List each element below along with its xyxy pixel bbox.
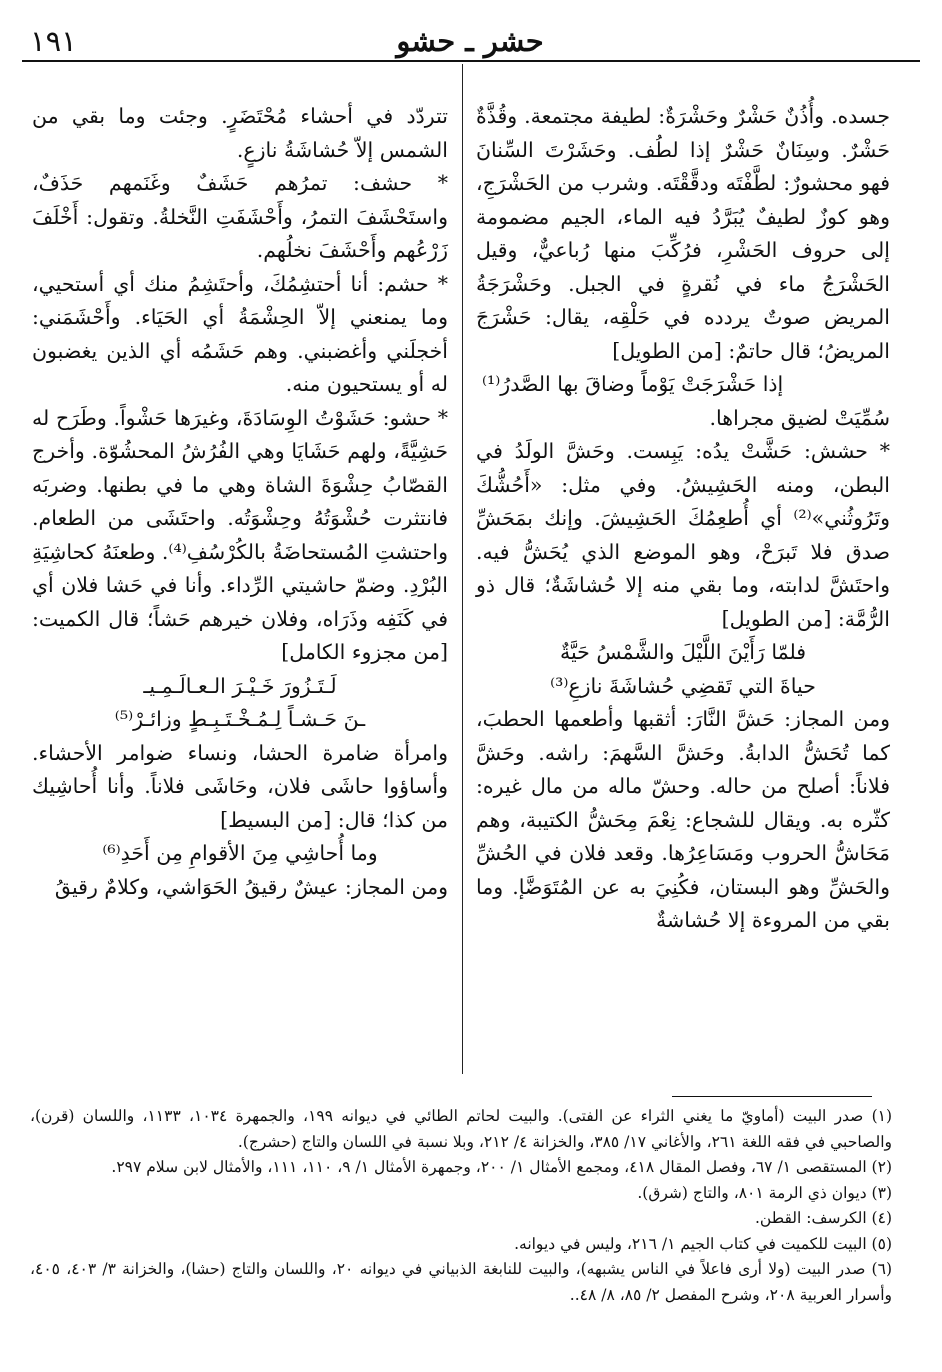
verse-kumayt-1: لَـتَـزُورَ خَـيْـرَ الـعـالَـمِـيـ (143, 673, 337, 698)
left-column (32, 100, 448, 904)
header-rule (22, 60, 920, 62)
footnote-2: (٢) المستقصى ١/ ٦٧، وفصل المقال ٤١٨، ومجمع الأمثال ١/ ٢٠٠، وجمهرة الأمثال ١/ ٩، ١١٠، ١١١، والأمثال لابن سلام ٢٩٧. (111, 1158, 892, 1176)
page-title: حشر ـ حشو (396, 24, 544, 58)
footnote-3: (٣) ديوان ذي الرمة ٨٠١، والتاج (شرق). (637, 1183, 892, 1202)
entry-hasham: * حشم: أنا أحتشِمُكَ، وأحتَشِمُ منك أي أستحيي، وما يمنعني إلاّ الحِشْمَةُ أي الحَيَاء. وأَحْشَمَني: أخجلَني وأغضبني. وهم حَشَمُه أي الذين يغضبون له أو يستحيون منه. (32, 271, 448, 396)
verse-kumayt-2: ـنَ حَـشـاً لِـمُـخْـتَـبِـطٍ وزائـرْ⁽⁵⁾ (114, 707, 366, 731)
page-number: ١٩١ (30, 24, 77, 58)
verse-hatim: إذا حَشْرَجَتْ يَوْماً وضاقَ بها الصَّدرُ⁽¹⁾ (482, 372, 784, 396)
entry-hashaf: * حشف: تمرُهم حَشَفٌ وغَنَمهم حَذَفٌ، واستَحْشَفَ التمرُ، وأَحْشَفَتِ النَّخلةُ. وتقول: أَخْلَفَ زَرْعُهم وأَحْشَفَ نخلُهم. (32, 171, 448, 262)
footnote-5: (٥) البيت للكميت في كتاب الجيم ١/ ٢١٦، وليس في ديوانه. (514, 1234, 892, 1253)
right-column (476, 100, 890, 938)
footnote-4: (٤) الكرسف: القطن. (755, 1209, 892, 1227)
footnotes (30, 1104, 892, 1308)
column-divider (462, 64, 463, 1074)
entry-hashar-end: سُمِّيَتْ لضيق مجراها. (709, 405, 890, 430)
entry-hashash: * حشش: حَشَّتْ يدُه: يَبِست. وحَشَّ الولَدُ في البطن، ومنه الحَشِيشُ. وفي مثل: «أَحُشُّكَ وتَرُوثُني»⁽²⁾ أي أُطعِمُكَ الحَشِيشَ. وإنك بمَحَشِّ صدق فلا تَبرَحْ، وهو الموضع الذي يُحَشُّ فيه. واحتَشَّ لدابته، وما بقي منه إلا حُشاشَةٌ؛ قال ذو الرُّمَّة: [من الطويل] (476, 439, 890, 631)
entry-continuation: تتردّد في أحشاء مُحْتَضَرٍ. وجئت وما بقي من الشمس إلاّ حُشاشَةُ نازعٍ. (32, 104, 448, 162)
page-header (20, 20, 920, 64)
verse-nabigha: وما أُحاشِي مِنَ الأقوامِ مِن أَحَدِ⁽⁶⁾ (102, 841, 378, 865)
verse-dhu-rumma-2: حياةَ التي تَقضِي حُشاشَةَ نازعِ⁽³⁾ (550, 673, 816, 698)
entry-hashar-text: جسده. وأُذُنٌ حَشْرٌ وحَشْرَةٌ: لطيفة مجتمعة. وقُذَّةٌ حَشْرٌ. وسِنَانٌ حَشْرٌ إذا لطُف. وحَشَرْتَ السِّنانَ فهو محشورٌ: لطَّفْتَه ودقَّقْتَه. وشرب من الحَشْرَجِ، وهو كوزٌ لطيفٌ يُبَرَّدُ فيه الماء، الجيم مضمومة إلى حروف الحَشْرِ، فرُكِّبَ منها رُباعيٌّ، وقيل الحَشْرَجُ ماء في نُقرةٍ في الجبل. وحَشْرَجَةُ المريض صوتٌ يردده في حَلْقِه، يقال: حَشْرَجَ المريضُ؛ قال حاتمٌ: [من الطويل] (476, 104, 890, 363)
entry-hashw-cont: وامرأة ضامرة الحشا، ونساء ضوامر الأحشاء. وأساؤوا حاشَى فلان، وحَاشَى فلاناً. وأنا أُحاشِيك من كذا؛ قال: [من البسيط] (32, 740, 448, 832)
footnote-1: (١) صدر البيت (أماويّ ما يغني الثراء عن الفتى). والبيت لحاتم الطائي في ديوانه ١٩٩، والجمهرة ١٠٣٤، ١١٣٣، واللسان (قرن)، والصاحبي في فقه اللغة ٢٦١، والأغاني ١٧/ ٣٨٥، والخزانة ٤/ ٢١٢، وبلا نسبة في اللسان والتاج (حشرج). (30, 1107, 893, 1151)
entry-hashw-majaz: ومن المجاز: عيشٌ رقيقُ الحَوَاشي، وكلامٌ رقيقُ (54, 874, 448, 899)
footnote-6: (٦) صدر البيت (ولا أرى فاعلاً في الناس يشبهه)، والبيت للنابغة الذبياني في ديوانه ٢٠، واللسان والتاج (حشا)، والخزانة ٣/ ٤٠٣، ٤٠٥، وأسرار العربية ٢٠٨، وشرح المفصل ٢/ ٨٥، ٨/ ٤٨.. (30, 1260, 892, 1304)
verse-dhu-rumma-1: فلمّا رَأَيْنَ اللَّيْلَ والشَّمْسُ حَيَّةٌ (559, 640, 807, 664)
footnote-rule (672, 1096, 872, 1097)
entry-hashash-majaz: ومن المجاز: حَشَّ النَّارَ: أثقبها وأطعمها الحطبَ، كما تُحَشُّ الدابةُ. وحَشَّ السَّهمَ: راشه. وحَشَّ فلاناً: أصلح من حاله. وحشّ ماله من مال غيره: كثّره به. ويقال للشجاع: نِعْمَ مِحَشُّ الكتيبة، وهم مَحَاشُّ الحروب ومَسَاعِرُها. وقعد فلان في الحُشِّ والحَشِّ وهو البستان، فكُنِيَ به عن المُتَوَضَّإ. وما بقي من المروءة إلا حُشاشةٌ (476, 707, 890, 932)
entry-hashw: * حشو: حَشَوْتُ الوِسَادَةَ، وغيرَها حَشْواً. وطَرَح له حَشِيَّةً، ولهم حَشَايَا وهي الفُرُشُ المحشُوّة. وأخرج القصّابُ حِشْوَةَ الشاة وهي ما في بطنها. وضربَه فانتثرت حُشْوَتُهُ وحِشْوَتُه. واحتَشَى من الطعام. واحتشتِ المُستحاضَةُ بالكُرْسُفِ⁽⁴⁾. وطعنَهُ كحاشِيَةِ البُرْدِ. وضمّ حاشيتي الرِّداء. وأنا في حَشا فلان أي في كَنَفِه وذَرَاه، وفلان خيرهم حَشاً؛ قال الكميت: [من مجزوء الكامل] (32, 405, 448, 664)
